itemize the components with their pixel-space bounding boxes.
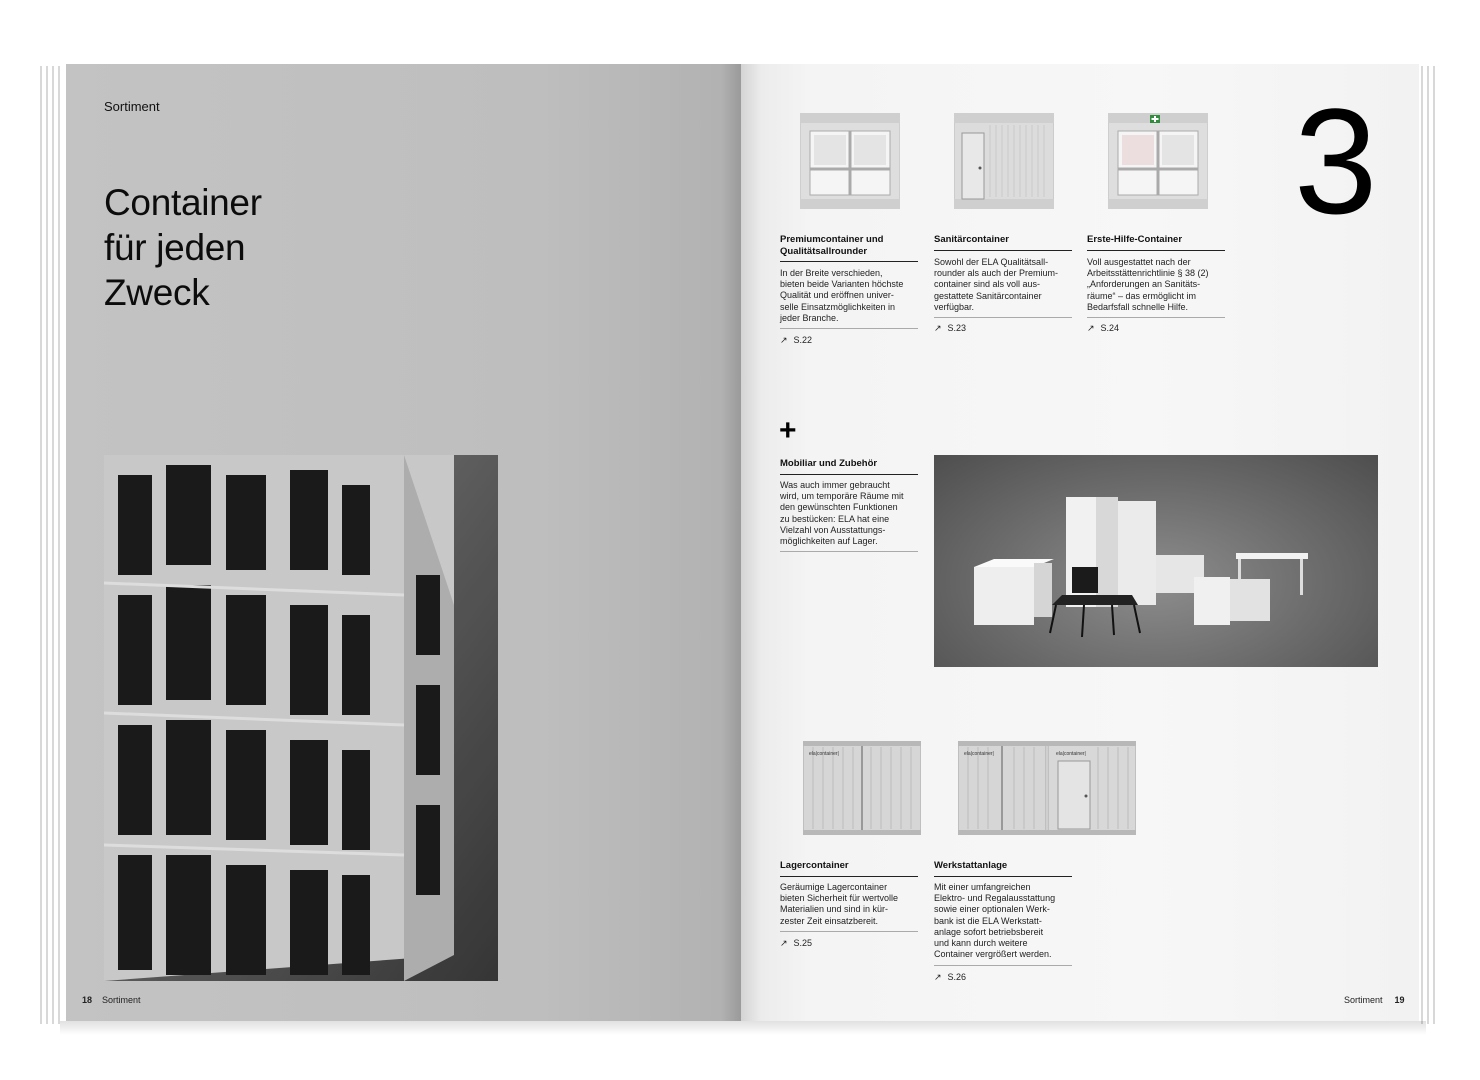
text-rule [1087,317,1225,318]
erste-hilfe-container-image [1108,113,1208,209]
text-rule [934,317,1072,318]
page-edge-left-3 [52,66,54,1024]
page-edge-left-2 [46,66,48,1024]
page-ref-link[interactable] [780,938,812,949]
page-edge-left-1 [40,66,42,1024]
section-label: Sortiment [104,99,160,114]
page-ref-text: S.23 [947,323,967,333]
title-rule [934,876,1072,877]
text-rule [780,328,918,329]
lagercontainer-image [803,741,921,835]
product-text-mobiliar: Was auch immer gebraucht wird, um temporäre Räume mit den gewünschten Funktionen zu bestücken: ELA hat eine Vielzahl von Ausstattungs- möglichkeiten auf Lager. [780,480,904,547]
page-number-left: 18 [82,995,93,1005]
product-text-lagercontainer: Geräumige Lagercontainer bieten Sicherheit für wertvolle Materialien und sind in kür- zester Zeit einsatzbereit. [780,882,899,926]
product-title-lagercontainer: Lagercontainer [780,860,849,871]
page-edge-right-3 [1433,66,1435,1024]
product-text-premiumcontainer: In der Breite verschieden, bieten beide Varianten höchste Qualität und eröffnen univer- selle Einsatzmöglichkeiten in jeder Branche. [780,268,904,323]
product-title-mobiliar: Mobiliar und Zubehör [780,458,878,469]
folio-right [1344,995,1405,1005]
arrow-up-right-icon: ↗ [780,335,788,345]
page-ref-text: S.26 [947,972,967,982]
page-edge-right-1 [1421,66,1423,1024]
folio-label-right: Sortiment [1344,995,1383,1005]
werkstattanlage-image [958,741,1136,835]
chapter-number: 3 [1294,77,1378,245]
arrow-up-right-icon: ↗ [1087,323,1095,333]
building-photo [104,455,498,981]
arrow-up-right-icon: ↗ [934,972,942,982]
furniture-photo [934,455,1378,667]
page-number-right: 19 [1394,995,1405,1005]
product-title-werkstattanlage: Werkstattanlage [934,860,1008,871]
arrow-up-right-icon: ↗ [934,323,942,333]
product-text-sanitaercontainer: Sowohl der ELA Qualitätsall- rounder als auch der Premium- container sind als voll aus- gestattete Sanitärcontainer verfügbar. [934,257,1059,312]
page-ref-link[interactable] [1087,323,1119,334]
page-ref-link[interactable] [934,972,966,983]
page-ref-link[interactable] [780,335,812,346]
text-rule [780,551,918,552]
text-rule [780,931,918,932]
page-ref-text: S.25 [793,938,813,948]
sanitaercontainer-image [954,113,1054,209]
container-brand-label: ela|container| [809,751,839,757]
page-edge-right-2 [1427,66,1429,1024]
title-rule [780,261,918,262]
title-rule [1087,250,1225,251]
product-text-werkstattanlage: Mit einer umfangreichen Elektro- und Regalausstattung sowie einer optionalen Werk- bank ist die ELA Werkstatt- anlage sofort betriebsbereit und kann durch weitere Container vergrößert werden. [934,882,1056,960]
page-ref-link[interactable] [934,323,966,334]
page-edge-left-4 [58,66,60,1024]
spread-shadow [60,1021,1426,1035]
title-rule [780,876,918,877]
product-title-erste-hilfe: Erste-Hilfe-Container [1087,234,1183,245]
product-text-erste-hilfe: Voll ausgestattet nach der Arbeitsstättenrichtlinie § 38 (2) „Anforderungen an Sanitäts- räume“ – das ermöglicht im Bedarfsfall schnelle Hilfe. [1087,257,1209,312]
plus-icon: + [779,414,797,447]
page-ref-text: S.24 [1100,323,1120,333]
text-rule [934,965,1072,966]
page-headline: Container für jeden Zweck [104,182,262,313]
folio-left [82,995,141,1005]
container-brand-label: ela|container| [1056,751,1086,757]
title-rule [934,250,1072,251]
premiumcontainer-image [800,113,900,209]
product-title-sanitaercontainer: Sanitärcontainer [934,234,1009,245]
product-title-premiumcontainer: Premiumcontainer und Qualitätsallrounder [780,234,884,257]
folio-label-left: Sortiment [102,995,141,1005]
page-ref-text: S.22 [793,335,813,345]
container-brand-label: ela|container| [964,751,994,757]
title-rule [780,474,918,475]
arrow-up-right-icon: ↗ [780,938,788,948]
